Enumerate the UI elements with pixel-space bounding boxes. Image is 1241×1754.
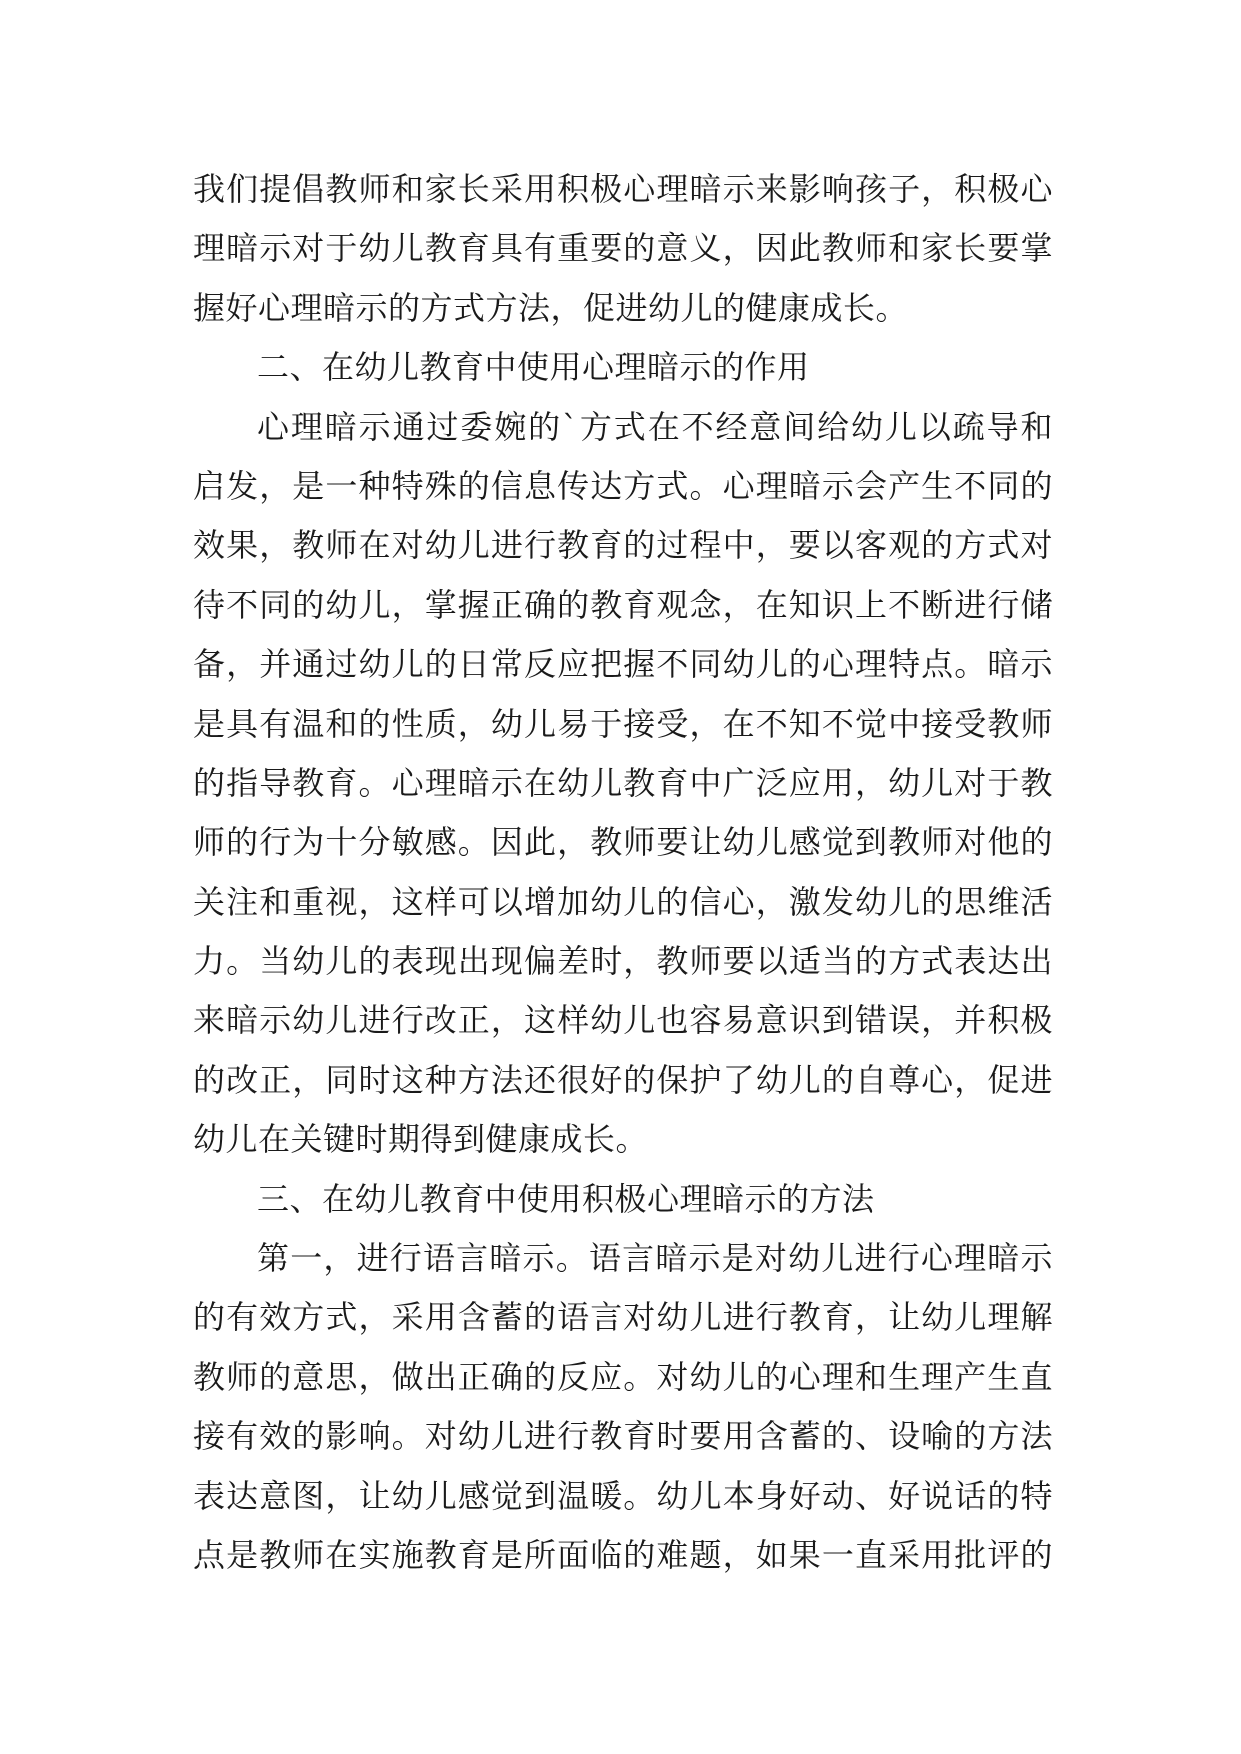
text-line: 幼儿在关键时期得到健康成长。 [193,1120,649,1159]
section-heading-3 [193,1170,1053,1229]
text-line: 来暗示幼儿进行改正，这样幼儿也容易意识到错误，并积极 [193,1001,1053,1040]
text-line: 握好心理暗示的方式方法，促进幼儿的健康成长。 [193,288,909,327]
text-line: 教师的意思，做出正确的反应。对幼儿的心理和生理产生直 [193,1357,1053,1396]
text-line: 的指导教育。心理暗示在幼儿教育中广泛应用，幼儿对于教 [193,763,1053,802]
document-page [193,160,1053,1585]
heading-line: 二、在幼儿教育中使用心理暗示的作用 [257,348,810,387]
text-line: 表达意图，让幼儿感觉到温暖。幼儿本身好动、好说话的特 [193,1476,1053,1515]
text-line: 的改正，同时这种方法还很好的保护了幼儿的自尊心，促进 [193,1060,1053,1099]
heading-line: 三、在幼儿教育中使用积极心理暗示的方法 [257,1179,875,1218]
text-line: 第一，进行语言暗示。语言暗示是对幼儿进行心理暗示 [257,1239,1053,1278]
section-heading-2 [193,338,1053,397]
text-line: 师的行为十分敏感。因此，教师要让幼儿感觉到教师对他的 [193,823,1053,862]
paragraph-section-3 [193,1229,1053,1585]
paragraph-intro-continued [193,160,1053,338]
text-line: 效果，教师在对幼儿进行教育的过程中，要以客观的方式对 [193,526,1053,565]
text-line: 是具有温和的性质，幼儿易于接受，在不知不觉中接受教师 [193,704,1053,743]
text-line: 备，并通过幼儿的日常反应把握不同幼儿的心理特点。暗示 [193,645,1053,684]
paragraph-section-2 [193,398,1053,1170]
text-line: 理暗示对于幼儿教育具有重要的意义，因此教师和家长要掌 [193,229,1053,268]
text-line: 启发，是一种特殊的信息传达方式。心理暗示会产生不同的 [193,466,1053,505]
text-line: 待不同的幼儿，掌握正确的教育观念，在知识上不断进行储 [193,585,1053,624]
text-line: 我们提倡教师和家长采用积极心理暗示来影响孩子，积极心 [193,170,1053,208]
text-line: 心理暗示通过委婉的`方式在不经意间给幼儿以疏导和 [257,407,1053,446]
text-line: 点是教师在实施教育是所面临的难题，如果一直采用批评的 [193,1535,1053,1574]
text-line: 关注和重视，这样可以增加幼儿的信心，激发幼儿的思维活 [193,882,1053,921]
text-line: 的有效方式，采用含蓄的语言对幼儿进行教育，让幼儿理解 [193,1298,1053,1337]
text-line: 力。当幼儿的表现出现偏差时，教师要以适当的方式表达出 [193,942,1053,981]
text-line: 接有效的影响。对幼儿进行教育时要用含蓄的、设喻的方法 [193,1417,1053,1456]
